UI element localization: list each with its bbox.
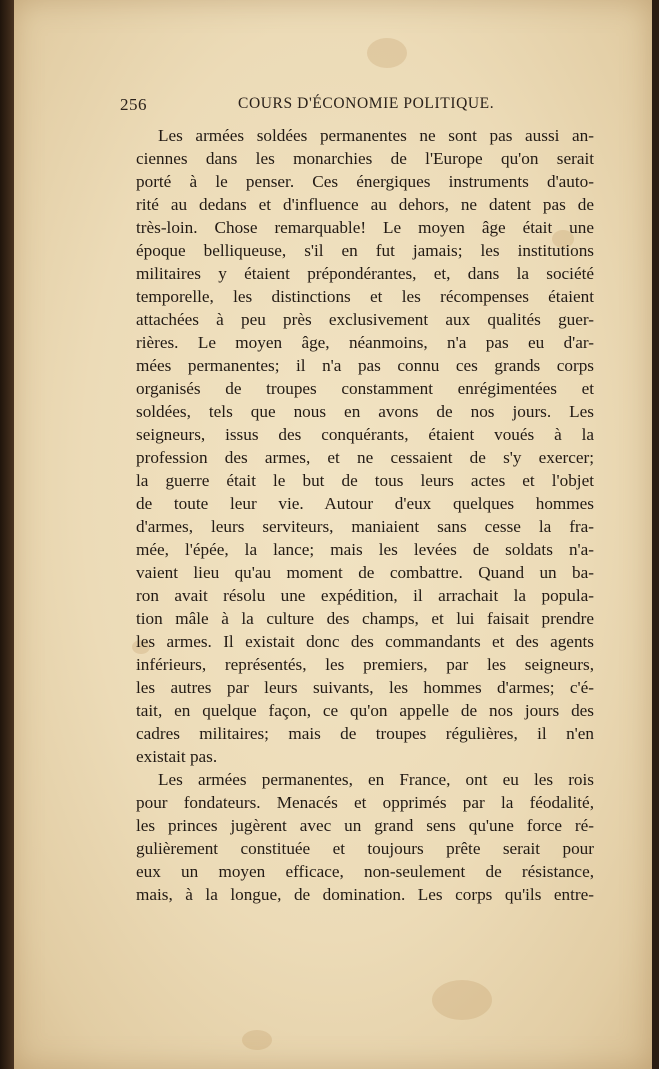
text-line: militaires y étaient prépondérantes, et, dans la société	[136, 264, 594, 283]
page-header	[120, 95, 590, 117]
text-line: ron avait résolu une expédition, il arrachait la popula-	[136, 586, 594, 605]
text-line: eux un moyen efficace, non-seulement de résistance,	[136, 862, 594, 881]
body-text	[136, 124, 594, 906]
text-line: vaient lieu qu'au moment de combattre. Quand un ba-	[136, 563, 594, 582]
text-line: gulièrement constituée et toujours prête serait pour	[136, 839, 594, 858]
text-line: porté à le penser. Ces énergiques instruments d'auto-	[136, 172, 594, 191]
text-line: rité au dedans et d'influence au dehors, ne datent pas de	[136, 195, 594, 214]
running-title: COURS D'ÉCONOMIE POLITIQUE.	[238, 95, 495, 112]
text-line: d'armes, leurs serviteurs, maniaient sans cesse la fra-	[136, 517, 594, 536]
foxing-spot	[367, 38, 407, 68]
text-line: les autres par leurs suivants, les hommes d'armes; c'é-	[136, 678, 594, 697]
text-line: tion mâle à la culture des champs, et lui faisait prendre	[136, 609, 594, 628]
text-line: attachées à peu près exclusivement aux qualités guer-	[136, 310, 594, 329]
text-line: cadres militaires; mais de troupes régulières, il n'en	[136, 724, 594, 743]
text-line: Les armées permanentes, en France, ont eu les rois	[158, 770, 594, 789]
text-line: mées permanentes; il n'a pas connu ces grands corps	[136, 356, 594, 375]
text-line: temporelle, les distinctions et les récompenses étaient	[136, 287, 594, 306]
text-line: existait pas.	[136, 747, 218, 766]
text-line: Les armées soldées permanentes ne sont pas aussi an-	[158, 126, 594, 145]
page-number: 256	[120, 95, 147, 114]
text-line: seigneurs, issus des conquérants, étaient voués à la	[136, 425, 594, 444]
text-line: profession des armes, et ne cessaient de s'y exercer;	[136, 448, 594, 467]
text-line: pour fondateurs. Menacés et opprimés par la féodalité,	[136, 793, 594, 812]
text-line: rières. Le moyen âge, néanmoins, n'a pas eu d'ar-	[136, 333, 594, 352]
text-line: les armes. Il existait donc des commandants et des agents	[136, 632, 594, 651]
foxing-spot	[432, 980, 492, 1020]
text-line: époque belliqueuse, s'il en fut jamais; les institutions	[136, 241, 594, 260]
text-line: les princes jugèrent avec un grand sens qu'une force ré-	[136, 816, 594, 835]
text-line: tait, en quelque façon, ce qu'on appelle de nos jours des	[136, 701, 594, 720]
text-line: organisés de troupes constamment enrégimentées et	[136, 379, 594, 398]
book-page	[12, 0, 652, 1069]
text-line: la guerre était le but de tous leurs actes et l'objet	[136, 471, 594, 490]
text-line: inférieurs, représentés, les premiers, par les seigneurs,	[136, 655, 594, 674]
text-line: de toute leur vie. Autour d'eux quelques hommes	[136, 494, 594, 513]
text-line: soldées, tels que nous en avons de nos jours. Les	[136, 402, 594, 421]
text-line: ciennes dans les monarchies de l'Europe qu'on serait	[136, 149, 594, 168]
text-line: mais, à la longue, de domination. Les corps qu'ils entre-	[136, 885, 594, 904]
text-line: mée, l'épée, la lance; mais les levées de soldats n'a-	[136, 540, 594, 559]
foxing-spot	[242, 1030, 272, 1050]
text-line: très-loin. Chose remarquable! Le moyen âge était une	[136, 218, 594, 237]
